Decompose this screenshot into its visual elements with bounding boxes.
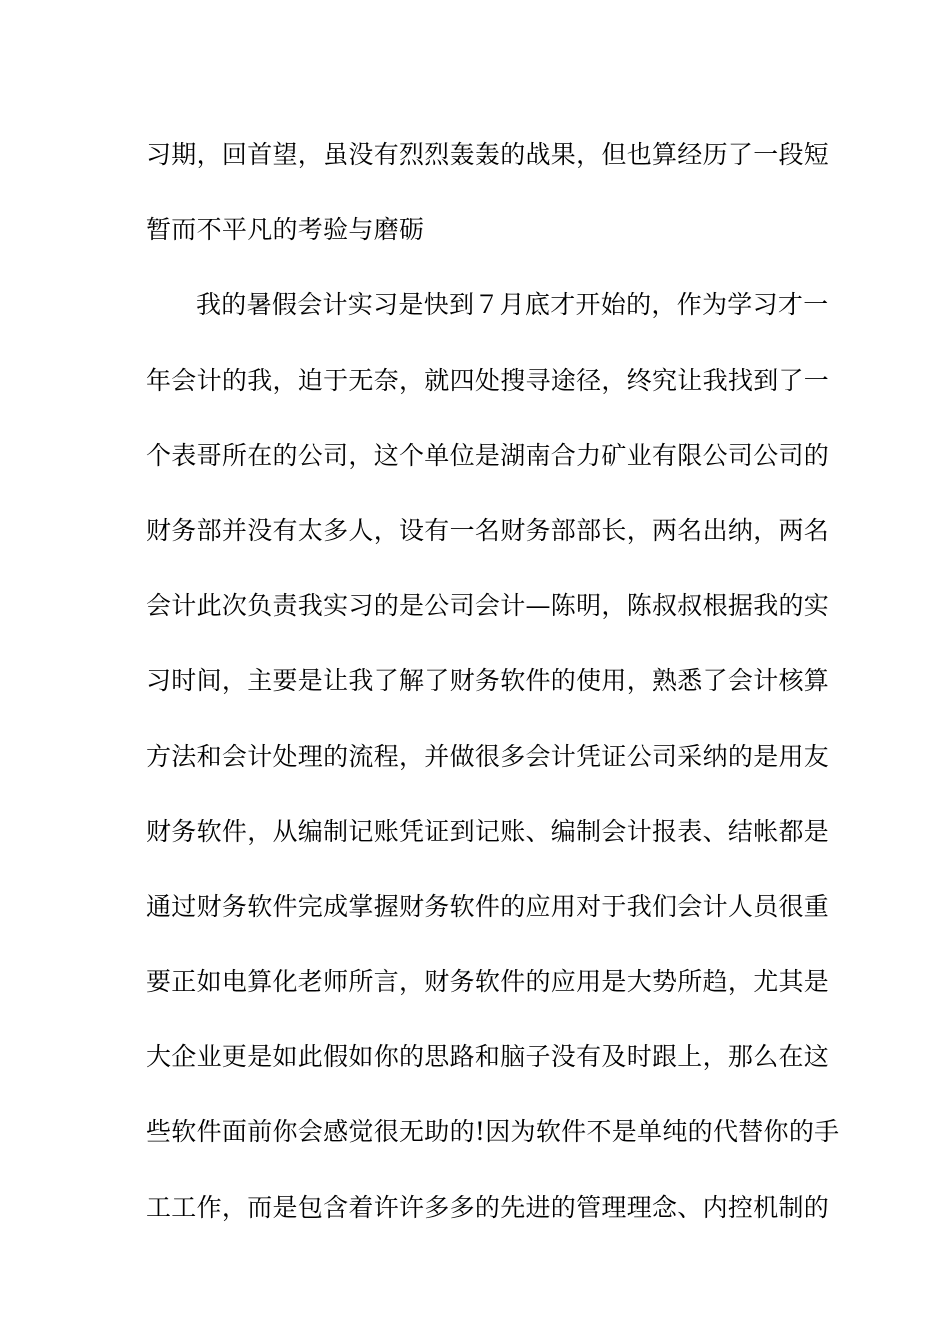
text-line: 会计此次负责我实习的是公司会计—陈明，陈叔叔根据我的实 (146, 591, 830, 621)
text-line: 暂而不平凡的考验与磨砺 (146, 215, 425, 245)
text-line: 通过财务软件完成掌握财务软件的应用对于我们会计人员很重 (146, 891, 830, 921)
paragraph-first-line: 我的暑假会计实习是快到７月底才开始的，作为学习才一 (196, 290, 829, 320)
text-line: 习期，回首望，虽没有烈烈轰轰的战果，但也算经历了一段短 (146, 140, 830, 169)
body-text (146, 130, 840, 1258)
text-line: 习时间，主要是让我了解了财务软件的使用，熟悉了会计核算 (146, 666, 830, 696)
text-line: 财务软件，从编制记账凭证到记账、编制会计报表、结帐都是 (146, 816, 830, 846)
text-line: 年会计的我，迫于无奈，就四处搜寻途径，终究让我找到了一 (146, 365, 830, 395)
text-line: 要正如电算化老师所言，财务软件的应用是大势所趋，尤其是 (146, 967, 830, 997)
text-line: 财务部并没有太多人，设有一名财务部部长，两名出纳，两名 (146, 515, 830, 545)
text-line: 个表哥所在的公司，这个单位是湖南合力矿业有限公司公司的 (146, 440, 830, 470)
text-line: 些软件面前你会感觉很无助的!因为软件不是单纯的代替你的手 (146, 1117, 840, 1147)
text-line: 大企业更是如此假如你的思路和脑子没有及时跟上，那么在这 (146, 1042, 830, 1072)
text-line: 工工作，而是包含着许许多多的先进的管理理念、内控机制的 (146, 1192, 830, 1222)
text-line: 方法和会计处理的流程，并做很多会计凭证公司采纳的是用友 (146, 741, 830, 771)
